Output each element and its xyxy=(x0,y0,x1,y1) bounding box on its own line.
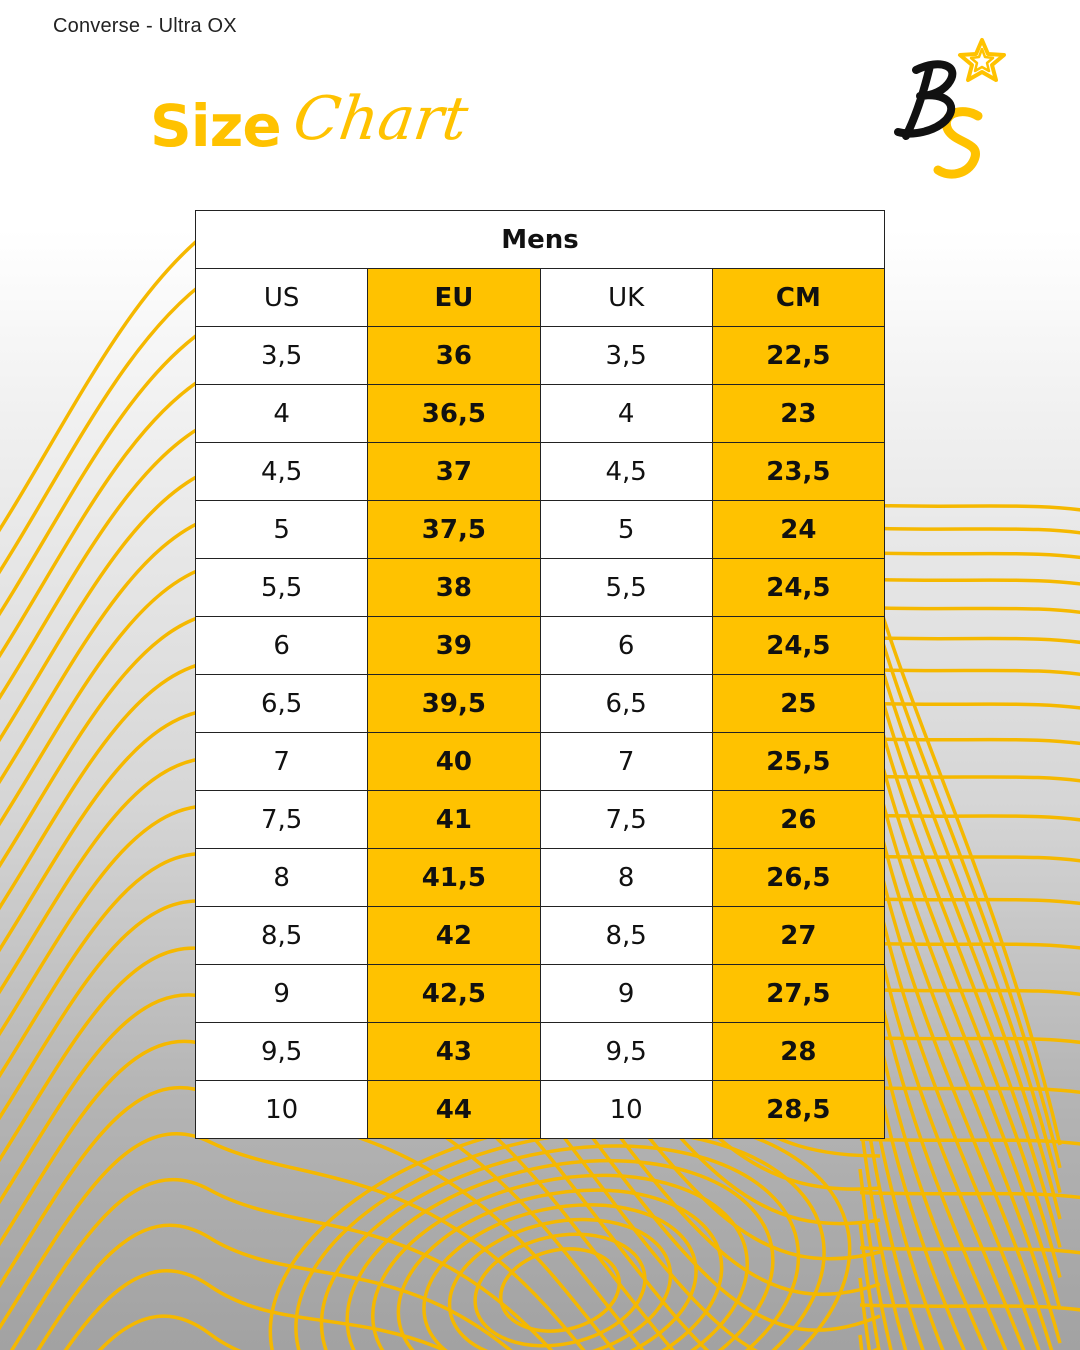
table-row xyxy=(196,907,885,965)
table-row xyxy=(196,1081,885,1139)
size-cell-uk: 8,5 xyxy=(540,907,712,965)
column-header-us: US xyxy=(196,269,368,327)
table-row xyxy=(196,559,885,617)
table-row xyxy=(196,849,885,907)
size-cell-uk: 4 xyxy=(540,385,712,443)
table-row xyxy=(196,385,885,443)
size-cell-us: 5 xyxy=(196,501,368,559)
size-cell-us: 7,5 xyxy=(196,791,368,849)
size-cell-cm: 28,5 xyxy=(712,1081,884,1139)
size-cell-eu: 43 xyxy=(368,1023,540,1081)
size-cell-eu: 40 xyxy=(368,733,540,791)
size-cell-eu: 37 xyxy=(368,443,540,501)
size-cell-us: 6,5 xyxy=(196,675,368,733)
title-chart-word: Chart xyxy=(289,84,473,154)
column-header-cm: CM xyxy=(712,269,884,327)
size-cell-eu: 42,5 xyxy=(368,965,540,1023)
size-cell-eu: 41 xyxy=(368,791,540,849)
size-cell-cm: 28 xyxy=(712,1023,884,1081)
size-cell-cm: 26,5 xyxy=(712,849,884,907)
size-cell-us: 8,5 xyxy=(196,907,368,965)
size-cell-eu: 36 xyxy=(368,327,540,385)
size-cell-uk: 3,5 xyxy=(540,327,712,385)
wave-line xyxy=(0,1225,880,1350)
size-cell-us: 5,5 xyxy=(196,559,368,617)
size-cell-cm: 23 xyxy=(712,385,884,443)
table-row xyxy=(196,675,885,733)
size-cell-us: 10 xyxy=(196,1081,368,1139)
size-cell-eu: 37,5 xyxy=(368,501,540,559)
table-row xyxy=(196,443,885,501)
size-cell-uk: 9 xyxy=(540,965,712,1023)
logo-star-icon xyxy=(960,40,1004,80)
size-cell-uk: 7 xyxy=(540,733,712,791)
size-cell-uk: 5,5 xyxy=(540,559,712,617)
size-cell-us: 4,5 xyxy=(196,443,368,501)
size-cell-us: 3,5 xyxy=(196,327,368,385)
size-cell-eu: 36,5 xyxy=(368,385,540,443)
size-cell-cm: 27 xyxy=(712,907,884,965)
table-row xyxy=(196,733,885,791)
size-cell-eu: 39 xyxy=(368,617,540,675)
size-cell-us: 7 xyxy=(196,733,368,791)
size-cell-cm: 22,5 xyxy=(712,327,884,385)
table-row xyxy=(196,617,885,675)
size-cell-cm: 23,5 xyxy=(712,443,884,501)
table-row xyxy=(196,327,885,385)
size-cell-uk: 8 xyxy=(540,849,712,907)
size-cell-us: 9 xyxy=(196,965,368,1023)
wave-line xyxy=(860,856,1080,1350)
size-cell-eu: 41,5 xyxy=(368,849,540,907)
size-cell-uk: 4,5 xyxy=(540,443,712,501)
table-row xyxy=(196,501,885,559)
size-cell-cm: 26 xyxy=(712,791,884,849)
size-cell-uk: 9,5 xyxy=(540,1023,712,1081)
column-header-eu: EU xyxy=(368,269,540,327)
brand-logo-icon xyxy=(890,36,1010,181)
size-cell-uk: 10 xyxy=(540,1081,712,1139)
size-cell-uk: 5 xyxy=(540,501,712,559)
wave-loop xyxy=(436,1200,683,1350)
size-cell-uk: 6,5 xyxy=(540,675,712,733)
size-cell-cm: 24,5 xyxy=(712,617,884,675)
size-cell-us: 4 xyxy=(196,385,368,443)
size-cell-uk: 6 xyxy=(540,617,712,675)
size-cell-us: 8 xyxy=(196,849,368,907)
table-row xyxy=(196,965,885,1023)
size-cell-eu: 39,5 xyxy=(368,675,540,733)
size-cell-us: 6 xyxy=(196,617,368,675)
wave-loop xyxy=(493,1238,627,1341)
size-rows xyxy=(196,327,885,1139)
wave-line xyxy=(860,899,1080,1350)
size-cell-us: 9,5 xyxy=(196,1023,368,1081)
logo-b-letter xyxy=(898,64,952,136)
size-cell-uk: 7,5 xyxy=(540,791,712,849)
size-cell-cm: 24,5 xyxy=(712,559,884,617)
group-header-mens: Mens xyxy=(196,211,885,269)
column-header-uk: UK xyxy=(540,269,712,327)
title-size-word: Size xyxy=(150,92,281,160)
size-cell-cm: 25 xyxy=(712,675,884,733)
size-cell-eu: 38 xyxy=(368,559,540,617)
table-row xyxy=(196,1023,885,1081)
table-row xyxy=(196,791,885,849)
product-name: Converse - Ultra OX xyxy=(53,15,237,37)
size-cell-eu: 42 xyxy=(368,907,540,965)
wave-line xyxy=(860,528,1080,1168)
size-chart-table xyxy=(195,210,885,1139)
size-cell-cm: 25,5 xyxy=(712,733,884,791)
size-cell-eu: 44 xyxy=(368,1081,540,1139)
size-cell-cm: 24 xyxy=(712,501,884,559)
size-cell-cm: 27,5 xyxy=(712,965,884,1023)
